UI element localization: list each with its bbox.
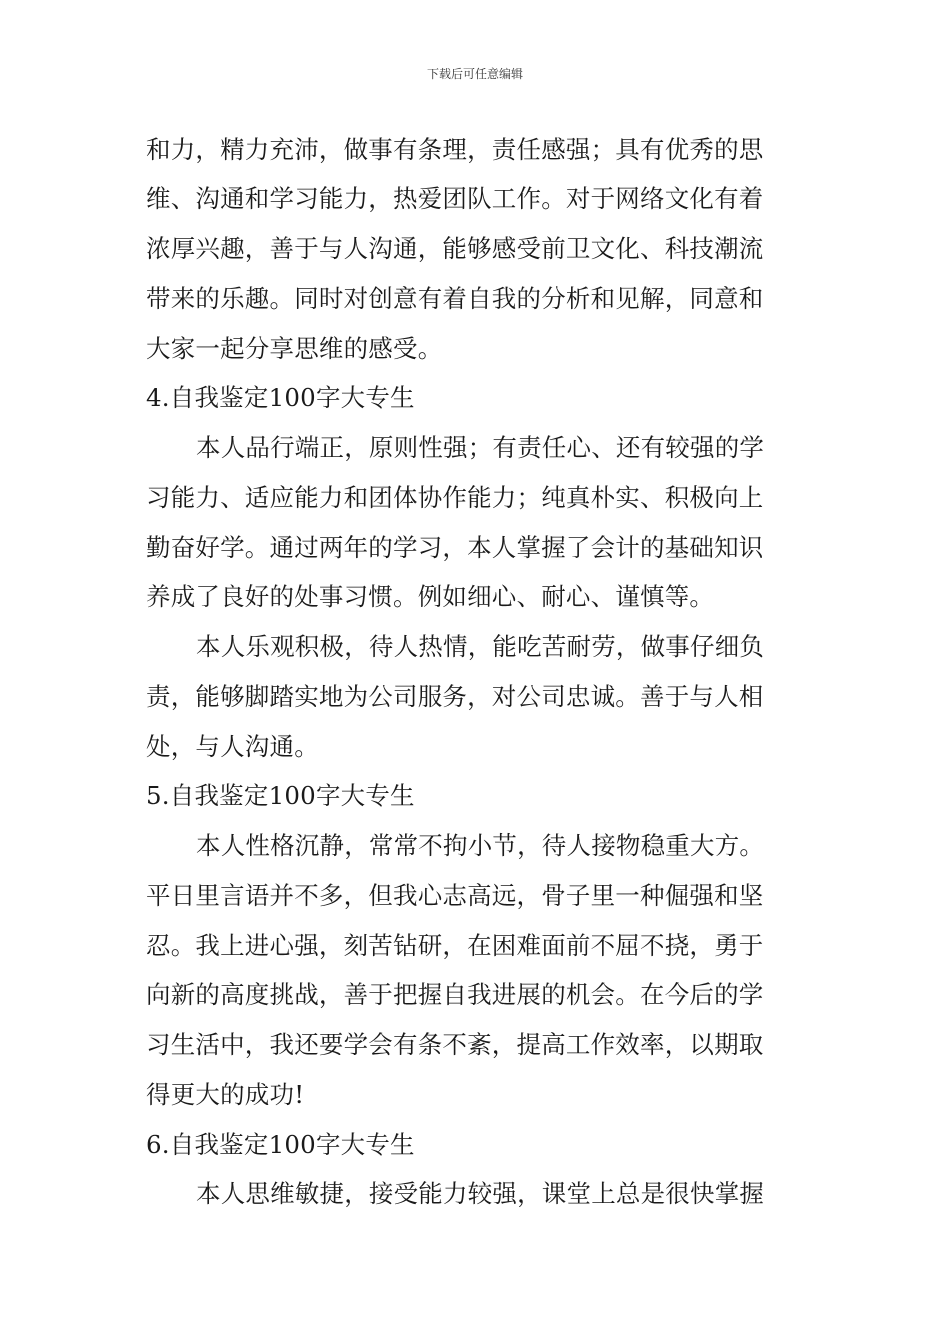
paragraph-line: 勤奋好学。通过两年的学习，本人掌握了会计的基础知识 — [146, 533, 764, 562]
section-heading: 6.自我鉴定100字大专生 — [146, 1130, 415, 1159]
paragraph-line: 习能力、适应能力和团体协作能力；纯真朴实、积极向上 — [146, 483, 764, 512]
section-heading: 5.自我鉴定100字大专生 — [146, 781, 415, 810]
paragraph-line: 本人性格沉静，常常不拘小节，待人接物稳重大方。 — [196, 831, 765, 860]
paragraph-line: 向新的高度挑战，善于把握自我进展的机会。在今后的学 — [146, 980, 764, 1009]
paragraph-line: 本人品行端正，原则性强；有责任心、还有较强的学 — [196, 433, 765, 462]
paragraph-line: 得更大的成功! — [146, 1080, 305, 1109]
paragraph-line: 处，与人沟通。 — [146, 732, 319, 761]
paragraph-line: 责，能够脚踏实地为公司服务，对公司忠诚。善于与人相 — [146, 682, 764, 711]
paragraph-line: 平日里言语并不多，但我心志高远，骨子里一种倔强和坚 — [146, 881, 764, 910]
paragraph-line: 维、沟通和学习能力，热爱团队工作。对于网络文化有着 — [146, 184, 764, 213]
paragraph-line: 养成了良好的处事习惯。例如细心、耐心、谨慎等。 — [146, 582, 715, 611]
paragraph-line: 和力，精力充沛，做事有条理，责任感强；具有优秀的思 — [146, 135, 764, 164]
paragraph-line: 习生活中，我还要学会有条不紊，提高工作效率，以期取 — [146, 1030, 764, 1059]
section-heading: 4.自我鉴定100字大专生 — [146, 383, 415, 412]
paragraph-line: 本人乐观积极，待人热情，能吃苦耐劳，做事仔细负 — [196, 632, 765, 661]
paragraph-line: 大家一起分享思维的感受。 — [146, 334, 443, 363]
paragraph-line: 忍。我上进心强，刻苦钻研，在困难面前不屈不挠，勇于 — [146, 931, 764, 960]
page-header: 下载后可任意编辑 — [426, 67, 523, 81]
paragraph-line: 带来的乐趣。同时对创意有着自我的分析和见解，同意和 — [146, 284, 764, 313]
paragraph-line: 本人思维敏捷，接受能力较强，课堂上总是很快掌握 — [196, 1179, 765, 1208]
paragraph-line: 浓厚兴趣，善于与人沟通，能够感受前卫文化、科技潮流 — [146, 234, 764, 263]
